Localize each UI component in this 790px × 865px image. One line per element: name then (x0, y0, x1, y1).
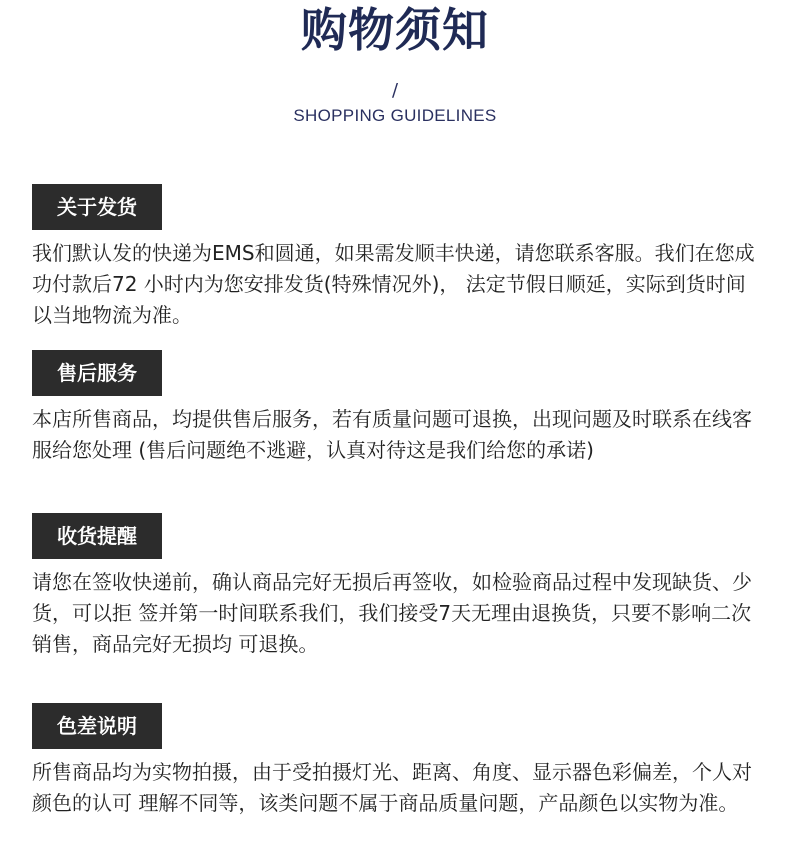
section-label-receipt-reminder: 收货提醒 (32, 513, 162, 559)
section-label-shipping: 关于发货 (32, 184, 162, 230)
title-divider-slash: / (391, 80, 399, 101)
section-body-receipt-reminder: 请您在签收快递前，确认商品完好无损后再签收，如检验商品过程中发现缺货、少货，可以拒 签并第一时间联系我们，我们接受7天无理由退换货，只要不影响二次销售，商品完好无损均 可退换。 (32, 570, 752, 656)
section-body-color-difference: 所售商品均为实物拍摄，由于受拍摄灯光、距离、角度、显示器色彩偏差，个人对颜色的认可 理解不同等，该类问题不属于商品质量问题，产品颜色以实物为准。 (32, 760, 752, 815)
section-body-after-sales: 本店所售商品，均提供售后服务，若有质量问题可退换，出现问题及时联系在线客服给您处理 (售后问题绝不逃避，认真对待这是我们给您的承诺) (32, 407, 752, 462)
section-label-color-difference: 色差说明 (32, 703, 162, 749)
section-receipt-reminder (32, 513, 772, 660)
section-label-after-sales: 售后服务 (32, 350, 162, 396)
section-body-shipping: 我们默认发的快递为EMS和圆通，如果需发顺丰快递，请您联系客服。我们在您成功付款后72 小时内为您安排发货(特殊情况外)， 法定节假日顺延，实际到货时间以当地物流为准。 (32, 241, 755, 327)
section-shipping (32, 184, 772, 331)
page-subtitle: SHOPPING GUIDELINES (293, 106, 497, 125)
page-title: 购物须知 (301, 3, 489, 57)
section-after-sales (32, 350, 772, 466)
section-color-difference (32, 703, 772, 819)
